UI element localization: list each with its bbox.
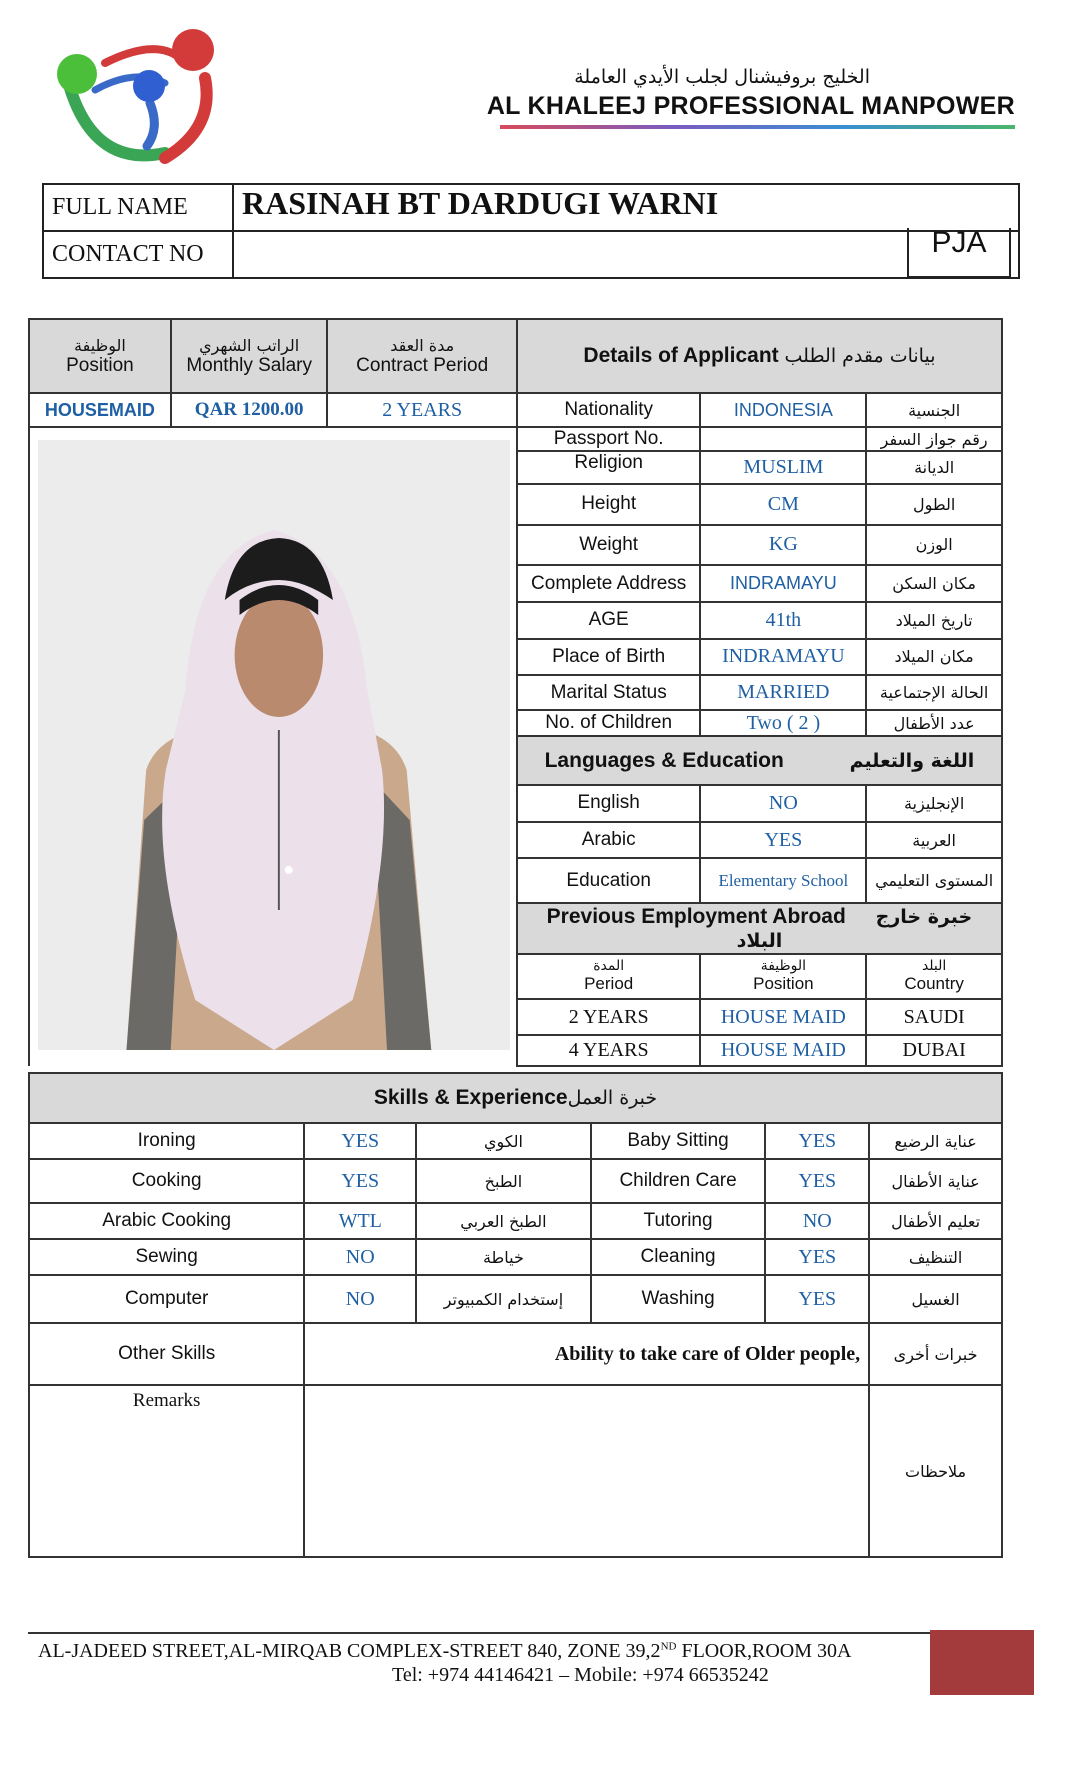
contact-label: CONTACT NO <box>43 231 233 278</box>
footer-address-end: FLOOR,ROOM 30A <box>676 1640 852 1662</box>
detail-label: Weight <box>517 525 701 566</box>
period-header-en: Period <box>584 974 634 994</box>
applicant-form <box>28 318 1003 1067</box>
salary-header <box>171 319 328 393</box>
skills-title: Skills & Experience <box>373 1086 568 1109</box>
employment-period: 2 YEARS <box>517 999 701 1036</box>
skill-value: YES <box>765 1275 869 1323</box>
remarks-value <box>304 1385 869 1557</box>
footer-address-sup: ND <box>660 1640 677 1653</box>
skill-row <box>29 1239 1002 1275</box>
detail-label-ar: عدد الأطفال <box>866 710 1002 736</box>
skill-label: Cleaning <box>591 1239 766 1275</box>
skill-label-ar: عناية الأطفال <box>869 1159 1002 1203</box>
skill-label: Washing <box>591 1275 766 1323</box>
education-label: Education <box>517 858 701 903</box>
language-value: NO <box>700 785 866 822</box>
skill-label: Arabic Cooking <box>29 1203 304 1239</box>
other-skills-label-ar: خبرات أخرى <box>869 1323 1002 1385</box>
language-label-ar: العربية <box>866 822 1002 859</box>
skill-value: NO <box>765 1203 869 1239</box>
detail-value: CM <box>700 484 866 525</box>
languages-title-ar: اللغة والتعليم <box>849 749 975 772</box>
footer-address-main: AL-JADEED STREET,AL-MIRQAB COMPLEX-STREET 840, ZONE 39,2 <box>38 1640 661 1662</box>
skill-value: NO <box>304 1239 416 1275</box>
skill-label-ar: تعليم الأطفال <box>869 1203 1002 1239</box>
skill-label: Children Care <box>591 1159 766 1203</box>
applicant-photo <box>38 440 510 1050</box>
details-header-ar: بيانات مقدم الطلب <box>784 345 936 367</box>
language-label: English <box>517 785 701 822</box>
language-label: Arabic <box>517 822 701 859</box>
skill-label: Tutoring <box>591 1203 766 1239</box>
skill-value: YES <box>304 1123 416 1159</box>
employment-position-header <box>700 954 866 999</box>
detail-label-ar: الجنسية <box>866 393 1002 427</box>
employment-title-ar: خبرة خارج البلاد <box>736 905 973 952</box>
company-name: AL KHALEEJ PROFESSIONAL MANPOWER <box>486 92 1015 120</box>
remarks-label-ar: ملاحظات <box>869 1385 1002 1557</box>
employment-position: HOUSE MAID <box>700 1035 866 1066</box>
skill-row <box>29 1123 1002 1159</box>
employment-period: 4 YEARS <box>517 1035 701 1066</box>
skill-label-ar: التنظيف <box>869 1239 1002 1275</box>
education-value: Elementary School <box>700 858 866 903</box>
languages-header <box>517 736 1002 785</box>
photo-cell <box>29 427 517 1066</box>
contact-value <box>233 231 1019 278</box>
agency-code: PJA <box>907 228 1011 278</box>
salary-value: QAR 1200.00 <box>171 393 328 427</box>
skill-label-ar: الكوي <box>416 1123 591 1159</box>
position-col-header-en: Position <box>753 974 814 994</box>
detail-label: Nationality <box>517 393 701 427</box>
employment-period-header <box>517 954 701 999</box>
detail-label: No. of Children <box>517 710 701 736</box>
salary-header-en: Monthly Salary <box>186 354 312 376</box>
employment-country: DUBAI <box>866 1035 1002 1066</box>
detail-label-ar: الطول <box>866 484 1002 525</box>
skill-row <box>29 1159 1002 1203</box>
skill-value: YES <box>765 1159 869 1203</box>
education-label-ar: المستوى التعليمي <box>866 858 1002 903</box>
other-skills-label: Other Skills <box>29 1323 304 1385</box>
detail-value: 41th <box>700 602 866 639</box>
detail-label: Complete Address <box>517 565 701 602</box>
position-col-header-ar: الوظيفة <box>760 958 807 975</box>
footer-color-block <box>930 1630 1034 1695</box>
skill-label-ar: عناية الرضيع <box>869 1123 1002 1159</box>
skill-value: YES <box>304 1159 416 1203</box>
footer-address <box>38 1640 851 1663</box>
detail-label-ar: الوزن <box>866 525 1002 566</box>
skill-row <box>29 1275 1002 1323</box>
skill-value: YES <box>765 1123 869 1159</box>
detail-label-ar: مكان الميلاد <box>866 639 1002 676</box>
detail-label-ar: مكان السكن <box>866 565 1002 602</box>
skill-row <box>29 1203 1002 1239</box>
detail-label: Passport No. <box>517 427 701 451</box>
detail-label: Place of Birth <box>517 639 701 676</box>
detail-label-ar: الحالة الإجتماعية <box>866 675 1002 710</box>
skill-label-ar: الطبخ العربي <box>416 1203 591 1239</box>
detail-label-ar: رقم جواز السفر <box>866 427 1002 451</box>
employment-header <box>517 903 1002 954</box>
country-header-ar: البلد <box>921 958 947 975</box>
skill-label: Sewing <box>29 1239 304 1275</box>
employment-title: Previous Employment Abroad <box>546 904 846 928</box>
skill-value: WTL <box>304 1203 416 1239</box>
salary-header-ar: الراتب الشهري <box>199 335 300 355</box>
skill-label-ar: خياطة <box>416 1239 591 1275</box>
footer-divider <box>28 1632 933 1634</box>
position-header-ar: الوظيفة <box>74 335 126 355</box>
footer-phone: Tel: +974 44146421 – Mobile: +974 66535242 <box>392 1664 769 1686</box>
employment-country: SAUDI <box>866 999 1002 1036</box>
skill-value: NO <box>304 1275 416 1323</box>
position-header <box>29 319 171 393</box>
detail-label: Religion <box>517 451 701 484</box>
skill-label: Cooking <box>29 1159 304 1203</box>
skill-label: Baby Sitting <box>591 1123 766 1159</box>
skills-title-ar: خبرة العمل <box>567 1087 658 1109</box>
details-header <box>517 319 1002 393</box>
full-name-label: FULL NAME <box>43 184 233 231</box>
position-value: HOUSEMAID <box>29 393 171 427</box>
header-divider <box>500 125 1015 129</box>
details-header-en: Details of Applicant <box>583 344 779 367</box>
language-label-ar: الإنجليزية <box>866 785 1002 822</box>
detail-label: Height <box>517 484 701 525</box>
country-header-en: Country <box>904 974 964 994</box>
employment-country-header <box>866 954 1002 999</box>
skill-label: Ironing <box>29 1123 304 1159</box>
skill-label-ar: الغسيل <box>869 1275 1002 1323</box>
period-header-ar: المدة <box>593 958 625 975</box>
detail-value: KG <box>700 525 866 566</box>
detail-value: MARRIED <box>700 675 866 710</box>
skill-label-ar: إستخدام الكمبيوتر <box>416 1275 591 1323</box>
detail-label-ar: تاريخ الميلاد <box>866 602 1002 639</box>
detail-value: INDONESIA <box>700 393 866 427</box>
contract-header <box>327 319 516 393</box>
detail-value <box>700 427 866 451</box>
detail-value: INDRAMAYU <box>700 639 866 676</box>
remarks-label: Remarks <box>29 1385 304 1557</box>
skill-label: Computer <box>29 1275 304 1323</box>
company-name-arabic: الخليج بروفيشنال لجلب الأيدي العاملة <box>574 66 870 88</box>
other-skills-value: Ability to take care of Older people, <box>304 1323 869 1385</box>
skills-table <box>28 1072 1003 1558</box>
skills-header <box>29 1073 1002 1123</box>
identity-table <box>42 183 1020 279</box>
contract-header-ar: مدة العقد <box>390 335 455 355</box>
detail-value: INDRAMAYU <box>700 565 866 602</box>
employment-position: HOUSE MAID <box>700 999 866 1036</box>
company-logo <box>55 28 230 168</box>
language-value: YES <box>700 822 866 859</box>
position-header-en: Position <box>66 354 134 376</box>
skill-label-ar: الطبخ <box>416 1159 591 1203</box>
detail-label: Marital Status <box>517 675 701 710</box>
contract-header-en: Contract Period <box>356 354 489 376</box>
full-name-value: RASINAH BT DARDUGI WARNI <box>233 184 1019 231</box>
contract-value: 2 YEARS <box>327 393 516 427</box>
detail-value: Two ( 2 ) <box>700 710 866 736</box>
detail-value: MUSLIM <box>700 451 866 484</box>
skill-value: YES <box>765 1239 869 1275</box>
detail-label-ar: الديانة <box>866 451 1002 484</box>
languages-title: Languages & Education <box>544 748 784 772</box>
detail-label: AGE <box>517 602 701 639</box>
